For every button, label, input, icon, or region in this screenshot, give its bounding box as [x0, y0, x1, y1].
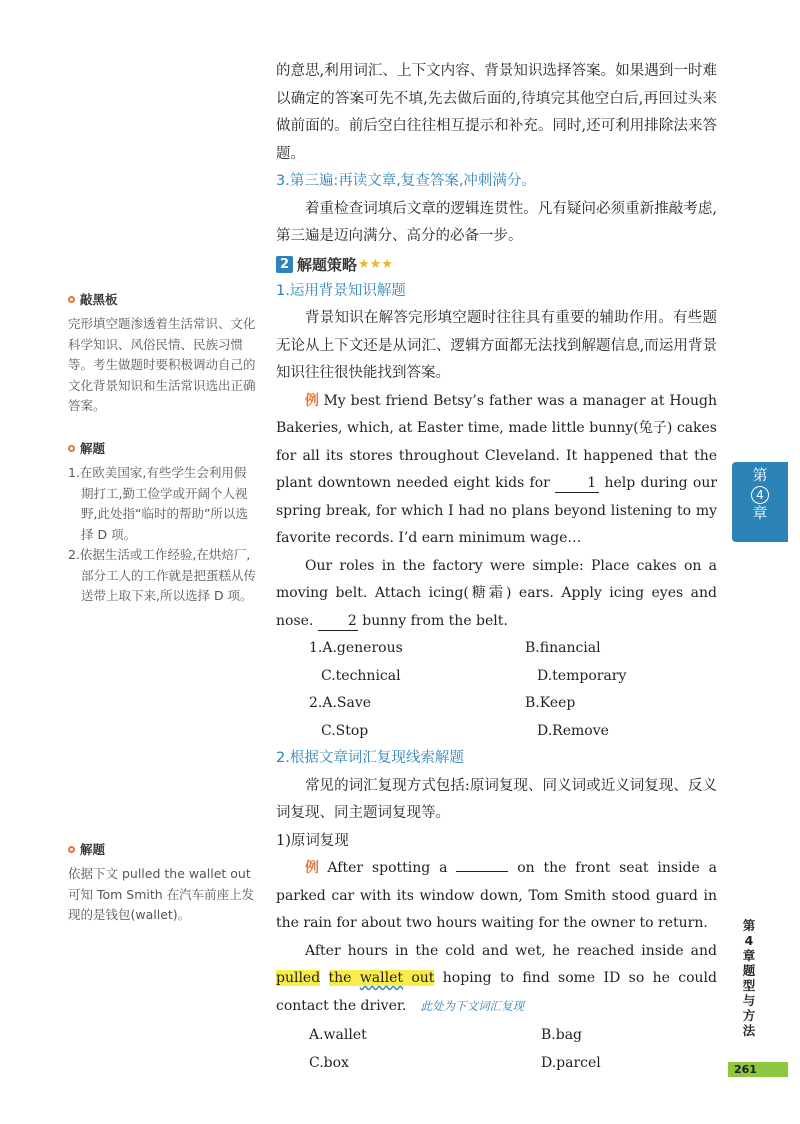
bullet-circle-icon: [68, 296, 75, 303]
bullet-circle-icon: [68, 445, 75, 452]
strategy1-heading: 1.运用背景知识解题: [276, 282, 406, 299]
side-note-body: 完形填空题渗透着生活常识、文化科学知识、风俗民情、民族习惯等。考生做题时要积极调动自己的文化背景知识和生活常识选出正确答案。: [68, 316, 256, 413]
page-number: 261: [728, 1062, 788, 1077]
blank-1: 1: [555, 475, 599, 493]
chapter-tab: 第 4 章: [732, 462, 788, 542]
side-note-title: 解题: [80, 842, 106, 857]
highlight-the-wallet-out: the wallet out: [328, 970, 435, 986]
side-note-body: 依据下文 pulled the wallet out 可知 Tom Smith 在汽车前座上发现的是钱包(wallet)。: [68, 866, 255, 922]
chapter-vertical-label: 第4章 题型与方法: [742, 918, 756, 1038]
star-rating-icon: ★★★: [358, 256, 393, 272]
option-row: C.box D.parcel: [309, 1054, 601, 1071]
option-row: C.technical D.temporary: [321, 667, 627, 684]
side-note-item: 2.依据生活或工作经验,在烘焙厂,部分工人的工作就是把蛋糕从传送带上取下来,所以选择 D 项。: [68, 547, 257, 603]
side-note-title: 敲黑板: [80, 292, 118, 307]
option-row: A.wallet B.bag: [309, 1027, 583, 1043]
example1-paragraph1: 例 My best friend Betsy’s father was a manager at Hough Bakeries, which, at Easter time, made little bunny(兔子) cakes for all its stores throughout Cleveland. It happened that the plant downtown needed eight kids for 1 help during our spring break, for which I had no plans beyond listening to my favorite records. I’d earn minimum wage…: [276, 392, 718, 546]
side-note-title: 解题: [80, 441, 106, 456]
side-note-item: 1.在欧美国家,有些学生会利用假期打工,勤工俭学或开阔个人视野,此处指“临时的帮助”所以选择 D 项。: [68, 465, 248, 542]
strategy2-paragraph: 常见的词汇复现方式包括:原词复现、同义词或近义词复现、反义词复现、同主题词复现等。: [276, 777, 717, 821]
example1-options: [276, 635, 717, 745]
step3-heading: 3.第三遍:再读文章,复查答案,冲刺满分。: [276, 173, 536, 189]
strategy1-paragraph: 背景知识在解答完形填空题时往往具有重要的辅助作用。有些题无论从上下文还是从词汇、逻辑方面都无法找到解题信息,而运用背景知识往往很快能找到答案。: [276, 310, 717, 381]
blank-answer: [456, 871, 508, 872]
example1-paragraph2: Our roles in the factory were simple: Place cakes on a moving belt. Attach icing(糖霜) ears. Apply icing eyes and nose. 2 bunny from the belt.: [276, 557, 717, 629]
bullet-circle-icon: [68, 846, 75, 853]
side-note-solution-1: [68, 439, 256, 607]
side-note-solution-2: [68, 840, 256, 926]
option-row: C.Stop D.Remove: [321, 722, 609, 739]
side-note-key-point: [68, 290, 256, 417]
step3-paragraph: 着重检查词填后文章的逻辑连贯性。凡有疑问必须重新推敲考虑,第三遍是迈向满分、高分的必备一步。: [276, 200, 717, 244]
wavy-underline-wallet: wallet: [359, 970, 404, 986]
chapter-number: 4: [751, 486, 769, 504]
handwritten-note: 此处为下文词汇复现: [420, 998, 524, 1013]
example-label: 例: [305, 860, 324, 876]
blank-2: 2: [318, 613, 358, 631]
strategy2-heading: 2.根据文章词汇复现线索解题: [276, 750, 464, 766]
section-title: 解题策略: [297, 255, 358, 274]
example2-paragraph2: After hours in the cold and wet, he reached inside and pulled the wallet out hoping to find some ID so he could contact the driver. 此处为下文词汇复现: [276, 942, 717, 1014]
option-row: 1.A.generous B.financial: [309, 640, 601, 656]
intro-paragraph: 的意思,利用词汇、上下文内容、背景知识选择答案。如果遇到一时难以确定的答案可先不填,先去做后面的,待填完其他空白后,再回过头来做前面的。前后空白往往相互提示和补充。同时,还可利用排除法来答题。: [276, 63, 717, 162]
section-number: 2: [276, 256, 293, 273]
example2-options: [276, 1022, 717, 1077]
example2-paragraph1: 例 After spotting a on the front seat inside a parked car with its window down, Tom Smith stood guard in the rain for about two hours waiting for the owner to return.: [276, 860, 718, 931]
main-column: [276, 58, 717, 1077]
strategy2-subheading: 1)原词复现: [276, 832, 349, 849]
example-label: 例: [305, 392, 320, 409]
option-row: 2.A.Save B.Keep: [309, 695, 576, 711]
highlight-pulled: pulled: [276, 970, 321, 986]
section-heading: [276, 251, 717, 278]
